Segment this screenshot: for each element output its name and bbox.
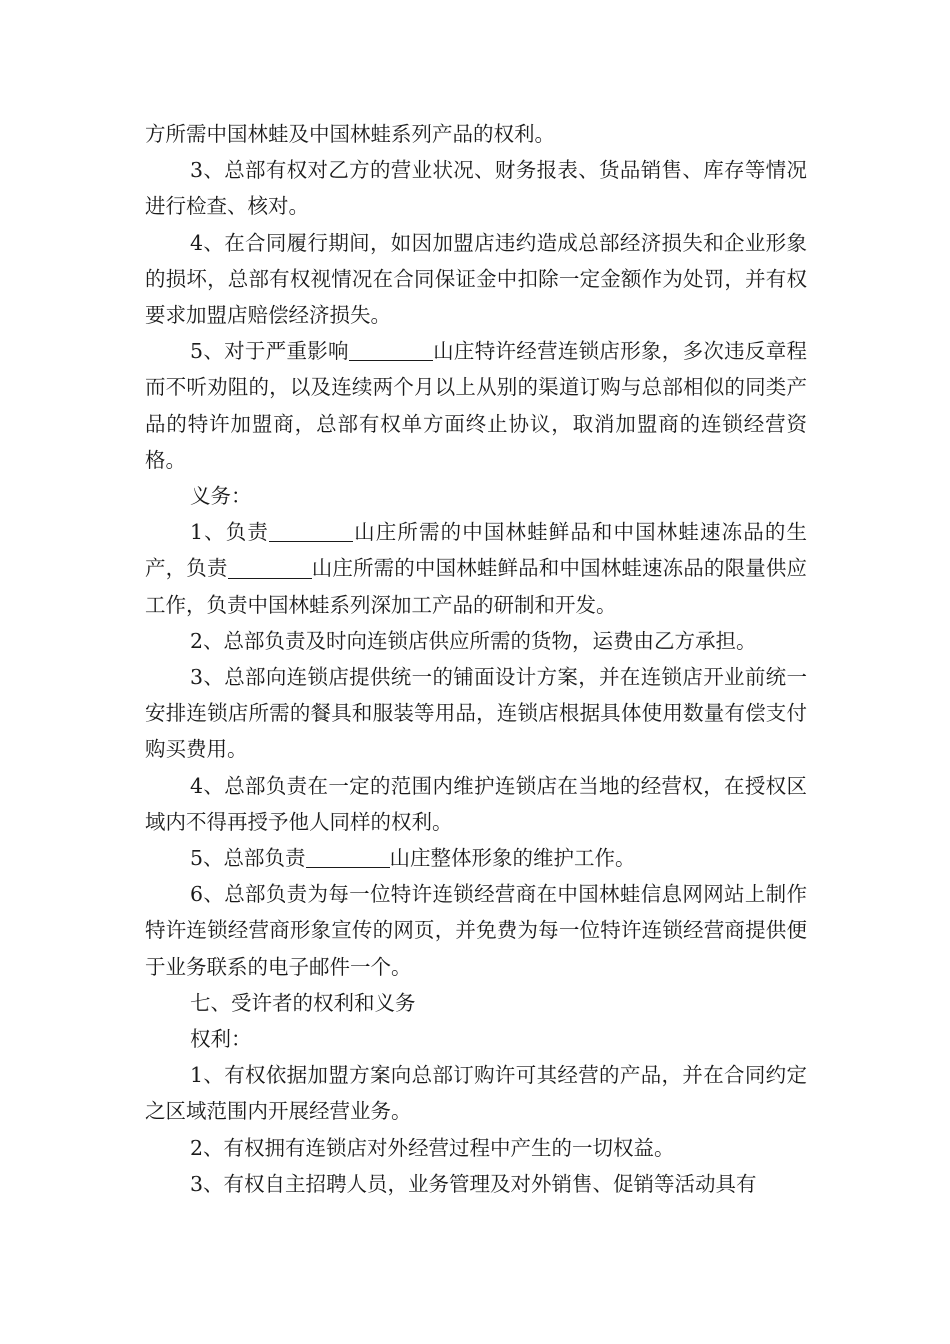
fill-in-blank <box>349 340 433 362</box>
paragraph-obligations-item-4 <box>145 768 807 840</box>
document-body <box>145 116 807 1202</box>
fill-in-blank <box>228 557 312 579</box>
paragraph-text-part: 5、总部负责 <box>190 846 306 871</box>
section-heading-licensee <box>145 985 807 1021</box>
paragraph-text: 3、总部有权对乙方的营业状况、财务报表、货品销售、库存等情况进行检查、核对。 <box>145 158 807 219</box>
paragraph-text: 2、有权拥有连锁店对外经营过程中产生的一切权益。 <box>190 1135 675 1160</box>
paragraph-licensee-rights-item-2 <box>145 1130 807 1166</box>
paragraph-rights-item-4 <box>145 225 807 334</box>
paragraph-text: 3、总部向连锁店提供统一的铺面设计方案，并在连锁店开业前统一安排连锁店所需的餐具和服装等用品，连锁店根据具体使用数量有偿支付购买费用。 <box>145 665 807 762</box>
paragraph-text: 4、总部负责在一定的范围内维护连锁店在当地的经营权，在授权区域内不得再授予他人同样的权利。 <box>145 773 807 834</box>
paragraph-rights-heading <box>145 1021 807 1057</box>
fill-in-blank <box>306 847 390 869</box>
paragraph-text: 义务： <box>190 484 252 509</box>
fill-in-blank <box>269 521 353 543</box>
paragraph-text-part: 山庄整体形象的维护工作。 <box>389 846 636 871</box>
paragraph-rights-item-5 <box>145 333 807 478</box>
paragraph-obligations-item-5 <box>145 840 807 876</box>
paragraph-text: 权利： <box>190 1027 252 1052</box>
paragraph-text-part: 山庄所需的中国林蛙鲜品和中国林蛙速冻品的限量供应工作，负责中国林蛙系列深加工产品的研制和开发。 <box>145 556 808 617</box>
paragraph-obligations-item-2 <box>145 623 807 659</box>
paragraph-obligations-heading <box>145 478 807 514</box>
paragraph-text-part: 1、负责 <box>190 520 270 545</box>
paragraph-text: 3、有权自主招聘人员，业务管理及对外销售、促销等活动具有 <box>190 1171 757 1196</box>
paragraph-obligations-item-6 <box>145 876 807 985</box>
paragraph-text-part: 山庄特许经营连锁店形象，多次违反章程而不听劝阻的，以及连续两个月以上从别的渠道订购与总部相似的同类产品的特许加盟商，总部有权单方面终止协议，取消加盟商的连锁经营资格。 <box>145 339 808 472</box>
paragraph-licensee-rights-item-1 <box>145 1057 807 1129</box>
paragraph-continuation <box>145 116 807 152</box>
paragraph-text: 方所需中国林蛙及中国林蛙系列产品的权利。 <box>145 122 555 146</box>
paragraph-text: 2、总部负责及时向连锁店供应所需的货物，运费由乙方承担。 <box>190 628 757 653</box>
paragraph-obligations-item-1 <box>145 514 807 623</box>
paragraph-obligations-item-3 <box>145 659 807 768</box>
paragraph-text-part: 5、对于严重影响 <box>190 339 349 364</box>
paragraph-text: 4、在合同履行期间，如因加盟店违约造成总部经济损失和企业形象的损坏，总部有权视情况在合同保证金中扣除一定金额作为处罚，并有权要求加盟店赔偿经济损失。 <box>145 230 807 328</box>
paragraph-licensee-rights-item-3 <box>145 1166 807 1202</box>
paragraph-text: 七、受许者的权利和义务 <box>190 990 416 1015</box>
paragraph-text: 1、有权依据加盟方案向总部订购许可其经营的产品，并在合同约定之区域范围内开展经营业务。 <box>145 1063 807 1124</box>
paragraph-rights-item-3 <box>145 152 807 224</box>
paragraph-text-part: 山庄所需的中国林蛙鲜品和中国林蛙速冻品的生产，负责 <box>145 520 807 581</box>
paragraph-text: 6、总部负责为每一位特许连锁经营商在中国林蛙信息网网站上制作特许连锁经营商形象宣传的网页，并免费为每一位特许连锁经营商提供便于业务联系的电子邮件一个。 <box>145 882 807 979</box>
